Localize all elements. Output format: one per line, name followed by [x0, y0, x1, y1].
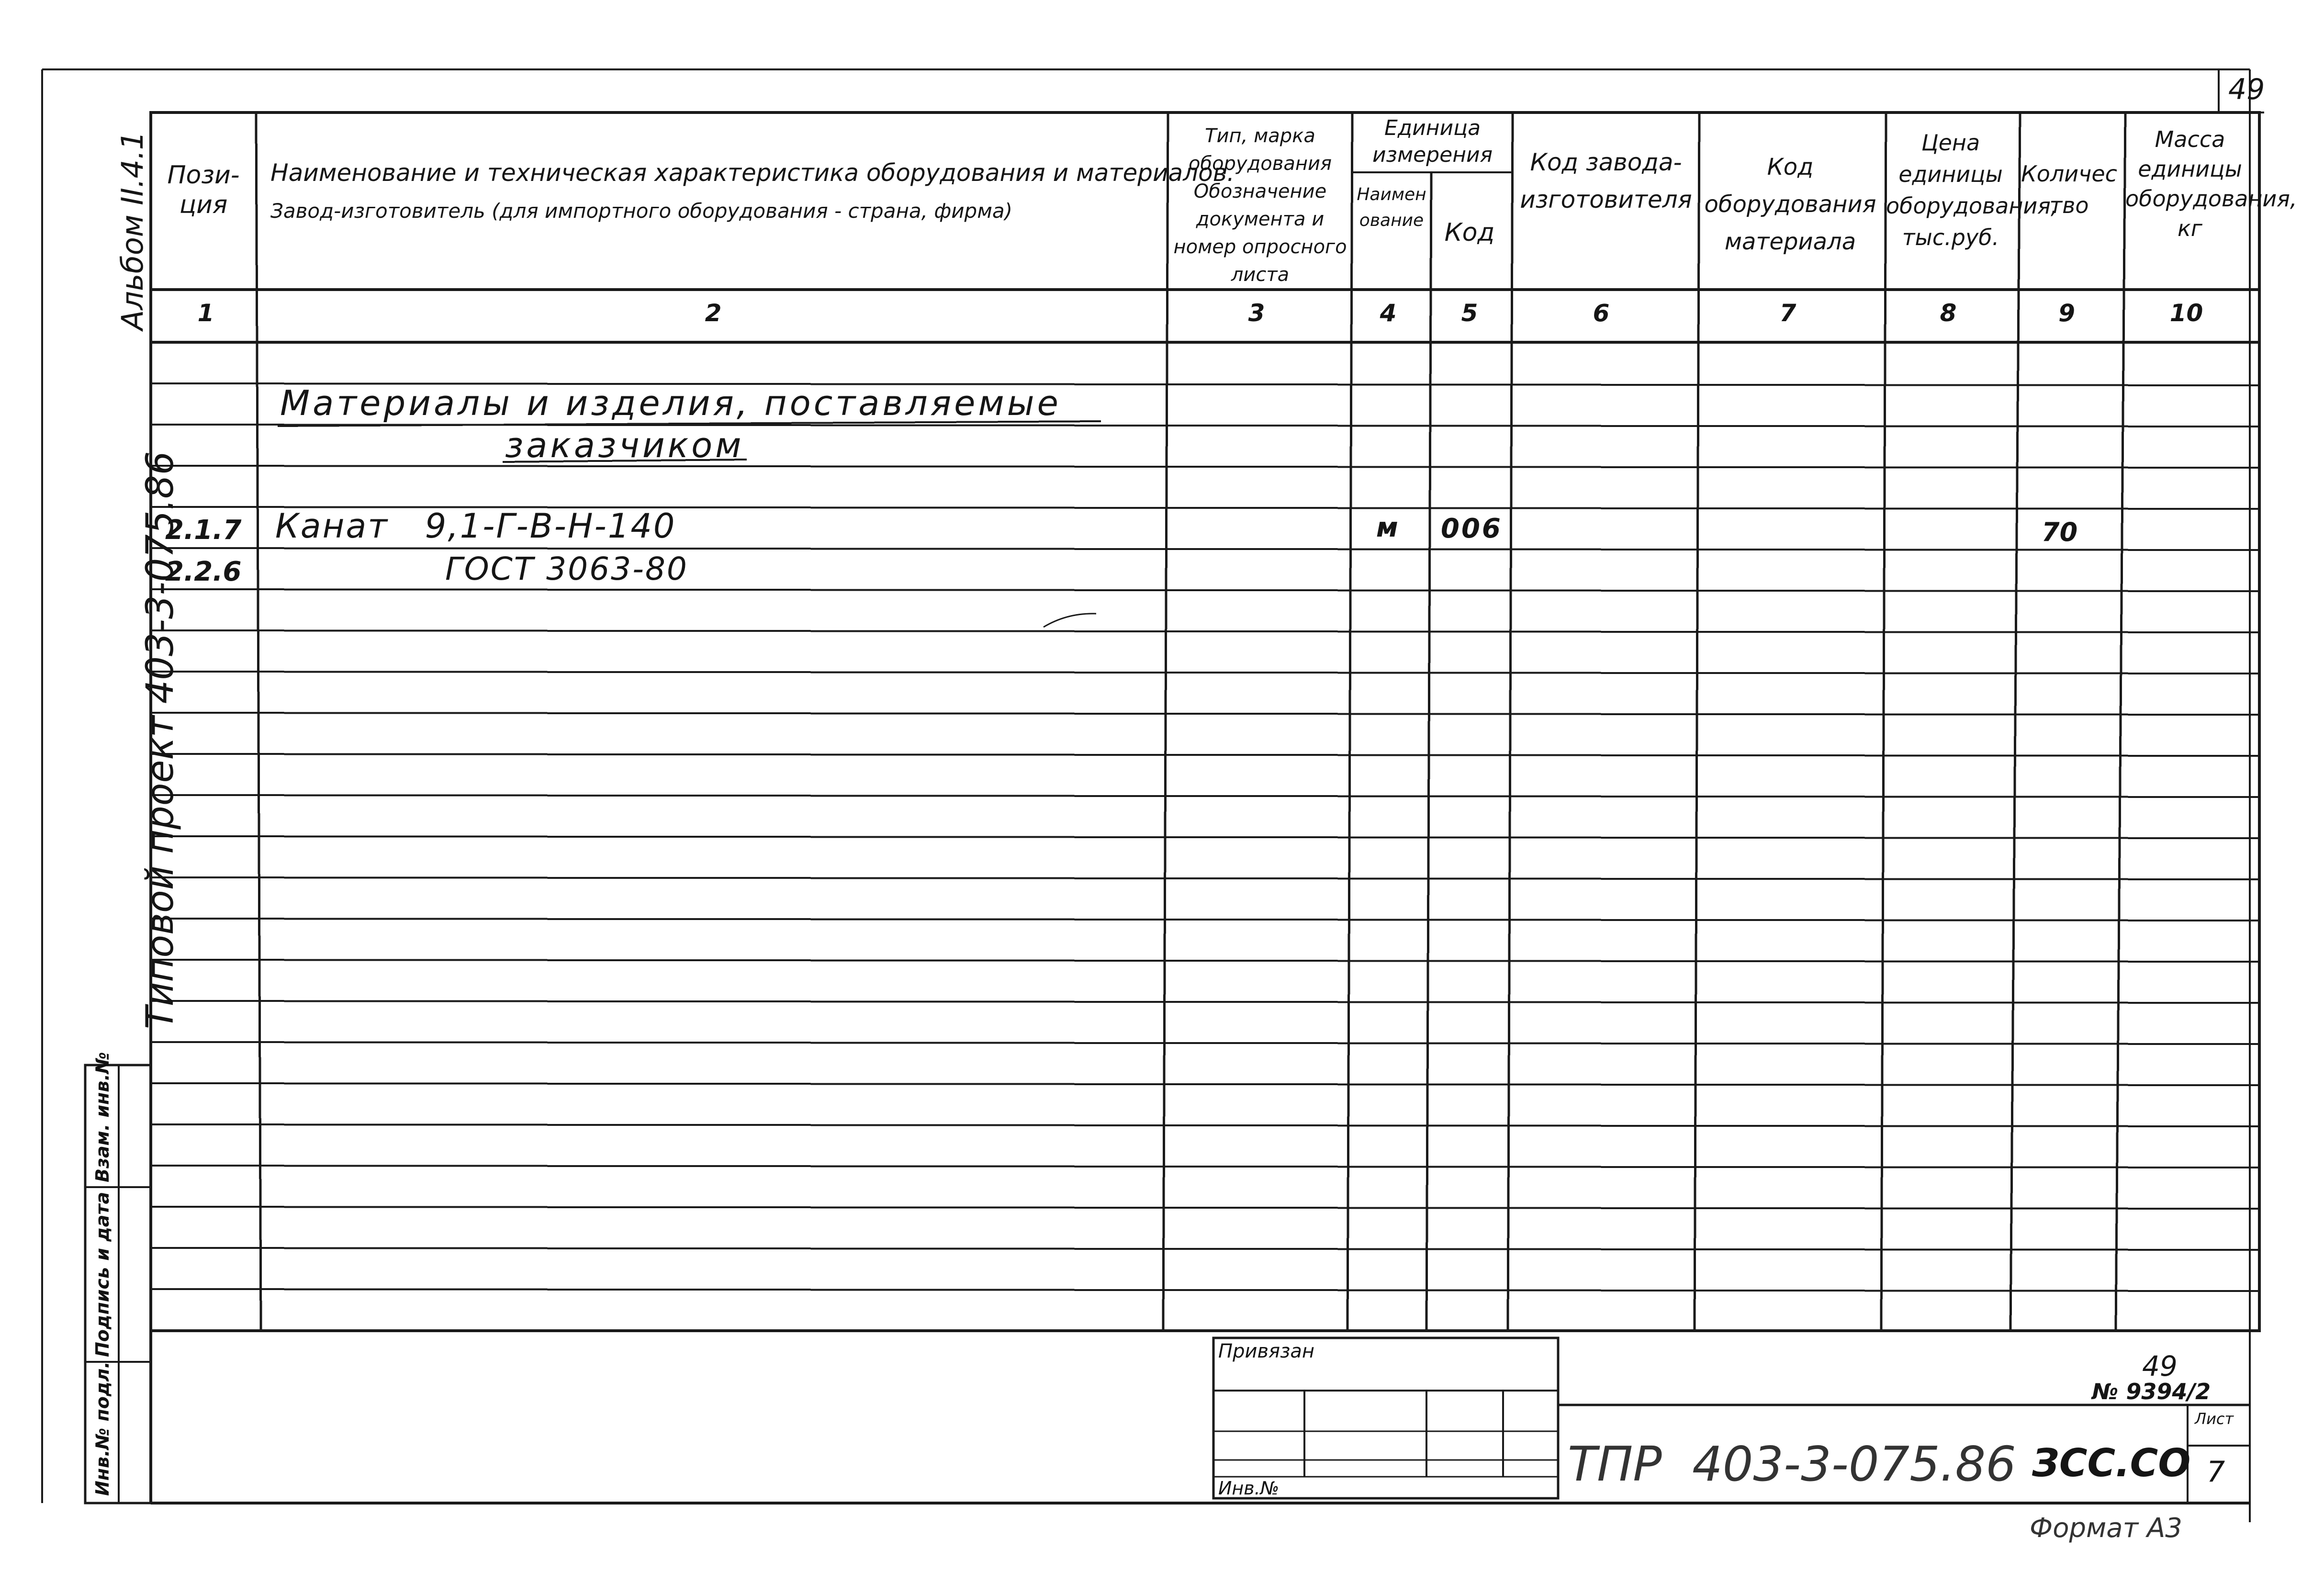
- header-unit: Единица измерения: [1372, 116, 1493, 167]
- header-name-line1: Наименование и техническая характеристика оборудования и материалов.: [270, 159, 1235, 187]
- table-row-1-unit: м: [1376, 512, 1398, 543]
- archive-sheet-top: 49: [2142, 1350, 2178, 1382]
- header-equipment-code: Код оборудования материала: [1704, 154, 1876, 255]
- col-number-2: 2: [705, 299, 722, 327]
- table-row-rule: [151, 836, 2259, 838]
- col-number-4: 4: [1380, 299, 1397, 327]
- col-number-7: 7: [1779, 299, 1796, 327]
- table-row-rule: [151, 1042, 2259, 1044]
- table-row-rule: [151, 1248, 2259, 1250]
- table-row-rule: [151, 960, 2259, 962]
- table-row-rule: [151, 795, 2259, 797]
- table-row-rule: [151, 630, 2259, 632]
- table-row-rule: [151, 1001, 2259, 1003]
- privyazan-label: Привязан: [1218, 1340, 1315, 1362]
- header-maker-code: Код завода-изготовителя: [1520, 148, 1692, 213]
- table-row-rule: [151, 1289, 2259, 1291]
- archive-number: № 9394/2: [2092, 1379, 2211, 1404]
- col-number-5: 5: [1461, 299, 1478, 327]
- table-row-2-position: 2.2.6: [165, 556, 242, 587]
- header-unit-price: Цена единицы оборудования, тыс.руб.: [1886, 130, 2058, 250]
- stamp-replace-label: Взам. инв.№: [92, 1052, 113, 1182]
- col-number-9: 9: [2058, 299, 2075, 327]
- table-row-2-name: ГОСТ 3063-80: [445, 550, 688, 587]
- table-row-rule: [151, 1124, 2259, 1126]
- header-name-line2: Завод-изготовитель (для импортного оборудования - страна, фирма): [270, 199, 1013, 223]
- table-row-rule: [151, 466, 2259, 468]
- stamp-inv-label: Инв.№ подл.: [92, 1361, 113, 1496]
- section-title-line1: Материалы и изделия, поставляемые: [280, 383, 1061, 423]
- table-row-rule: [151, 589, 2259, 591]
- header-unit-code: Код: [1444, 218, 1495, 247]
- inv-number-label: Инв.№: [1218, 1478, 1280, 1499]
- table-row-1-name: Канат 9,1-Г-В-Н-140: [275, 506, 676, 546]
- table-row-rule: [151, 672, 2259, 674]
- table-row-1-code: 006: [1441, 513, 1503, 544]
- table-row-rule: [151, 877, 2259, 879]
- header-position: Пози-ция: [167, 161, 240, 219]
- col-number-3: 3: [1248, 299, 1265, 327]
- header-type-doc: Тип, марка оборудования Обозначение документа и номер опросного листа: [1173, 125, 1347, 286]
- section-title-line2: заказчиком: [505, 425, 744, 465]
- col-number-1: 1: [197, 299, 214, 327]
- project-label: Типовой проект 403-3-075.86: [139, 451, 182, 1029]
- table-row-rule: [151, 1207, 2259, 1209]
- format-label: Формат А3: [2030, 1513, 2182, 1544]
- sheet-label: Лист: [2195, 1410, 2234, 1428]
- header-quantity: Количество: [2021, 161, 2117, 218]
- sheet-number: 7: [2207, 1455, 2225, 1489]
- table-row-1-position: 2.1.7: [165, 515, 242, 546]
- table-row-rule: [151, 754, 2259, 756]
- corner-sheet-number: 49: [2228, 73, 2265, 106]
- table-row-1-quantity: 70: [2042, 517, 2078, 547]
- table-row-rule: [151, 548, 2259, 550]
- table-row-rule: [151, 1166, 2259, 1168]
- document-mark: ЗСС.СО: [2032, 1441, 2191, 1485]
- document-designation: ТПР 403-3-075.86: [1568, 1436, 2016, 1492]
- album-label: Альбом II.4.1: [115, 131, 150, 330]
- header-unit-name: Наименование: [1357, 185, 1426, 230]
- stamp-sign-label: Подпись и дата: [92, 1191, 113, 1357]
- col-number-10: 10: [2169, 299, 2203, 327]
- table-row-rule: [151, 713, 2259, 715]
- table-row-rule: [151, 1083, 2259, 1085]
- table-row-rule: [151, 919, 2259, 921]
- col-number-8: 8: [1940, 299, 1957, 327]
- col-number-6: 6: [1593, 299, 1610, 327]
- header-unit-mass: Масса единицы оборудования, кг: [2125, 126, 2297, 241]
